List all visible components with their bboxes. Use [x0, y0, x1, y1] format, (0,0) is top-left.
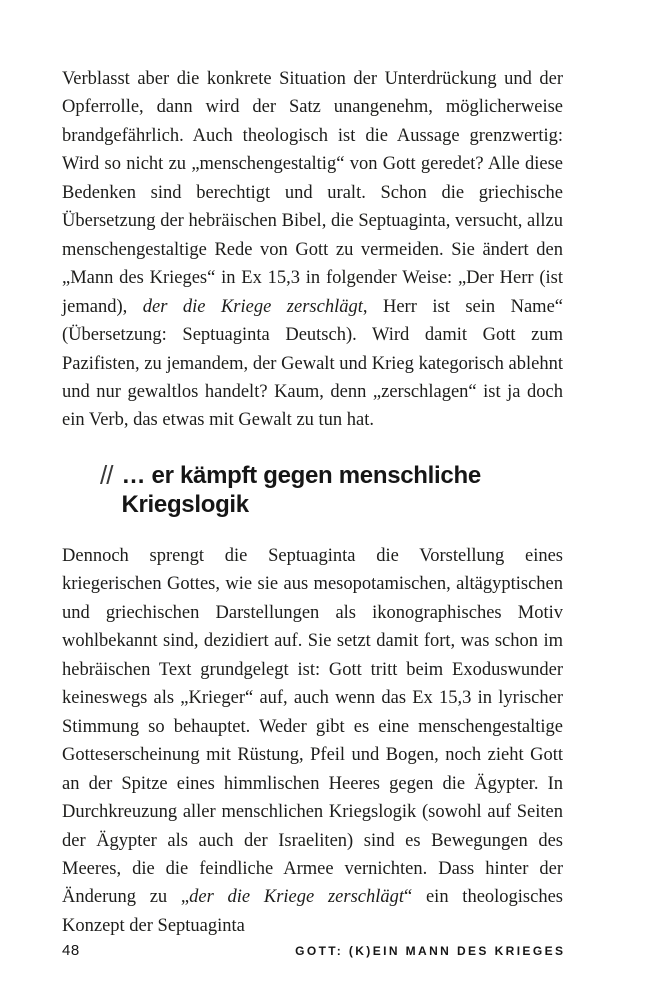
- page-footer: [62, 942, 566, 959]
- heading-line-1: … er kämpft gegen menschliche: [121, 462, 481, 489]
- section-heading-text: [121, 461, 480, 519]
- heading-line-2: Kriegslogik: [121, 491, 249, 518]
- section-heading: [100, 461, 481, 519]
- running-title: GOTT: (K)EIN MANN DES KRIEGES: [295, 944, 566, 958]
- page-number: 48: [62, 942, 80, 959]
- section-marker-slashes: //: [100, 460, 113, 490]
- paragraph-2: Dennoch sprengt die Septuaginta die Vorstellung eines kriegerischen Gottes, wie sie aus mesopotamischen, altägyptischen und griechischen Darstellungen als ikonographisches Motiv wohlbekannt sind, dezidiert auf. Sie setzt damit fort, was schon im hebräischen Text grundgelegt ist: Gott tritt beim Exoduswunder keineswegs als „Krieger“ auf, auch wenn das Ex 15,3 in lyrischer Stimmung so behauptet. Weder gibt es eine menschengestaltige Gotteserscheinung mit Rüstung, Pfeil und Bogen, noch zieht Gott an der Spitze eines himmlischen Heeres gegen die Ägypter. In Durchkreuzung aller menschlichen Kriegslogik (sowohl auf Seiten der Ägypter als auch der Israeliten) sind es Bewegungen des Meeres, die die feindliche Armee vernichten. Dass hinter der Änderung zu „der die Kriege zerschlägt“ ein theologisches Konzept der Septuaginta: [62, 546, 564, 936]
- paragraph-1: Verblasst aber die konkrete Situation der Unterdrückung und der Opferrolle, dann wird der Satz unangenehm, möglicherweise brandgefährlich. Auch theologisch ist die Aussage grenzwertig: Wird so nicht zu „menschengestaltig“ von Gott geredet? Alle diese Bedenken sind berechtigt und uralt. Schon die griechische Übersetzung der hebräischen Bibel, die Septuaginta, versucht, allzu menschengestaltige Rede von Gott zu vermeiden. Sie ändert den „Mann des Krieges“ in Ex 15,3 in folgender Weise: „Der Herr (ist jemand), der die Kriege zerschlägt, Herr ist sein Name“ (Übersetzung: Septuaginta Deutsch). Wird damit Gott zum Pazifisten, zu jemandem, der Gewalt und Krieg kategorisch ablehnt und nur gewaltlos handelt? Kaum, denn „zerschlagen“ ist ja doch ein Verb, das etwas mit Gewalt zu tun hat.: [62, 69, 563, 431]
